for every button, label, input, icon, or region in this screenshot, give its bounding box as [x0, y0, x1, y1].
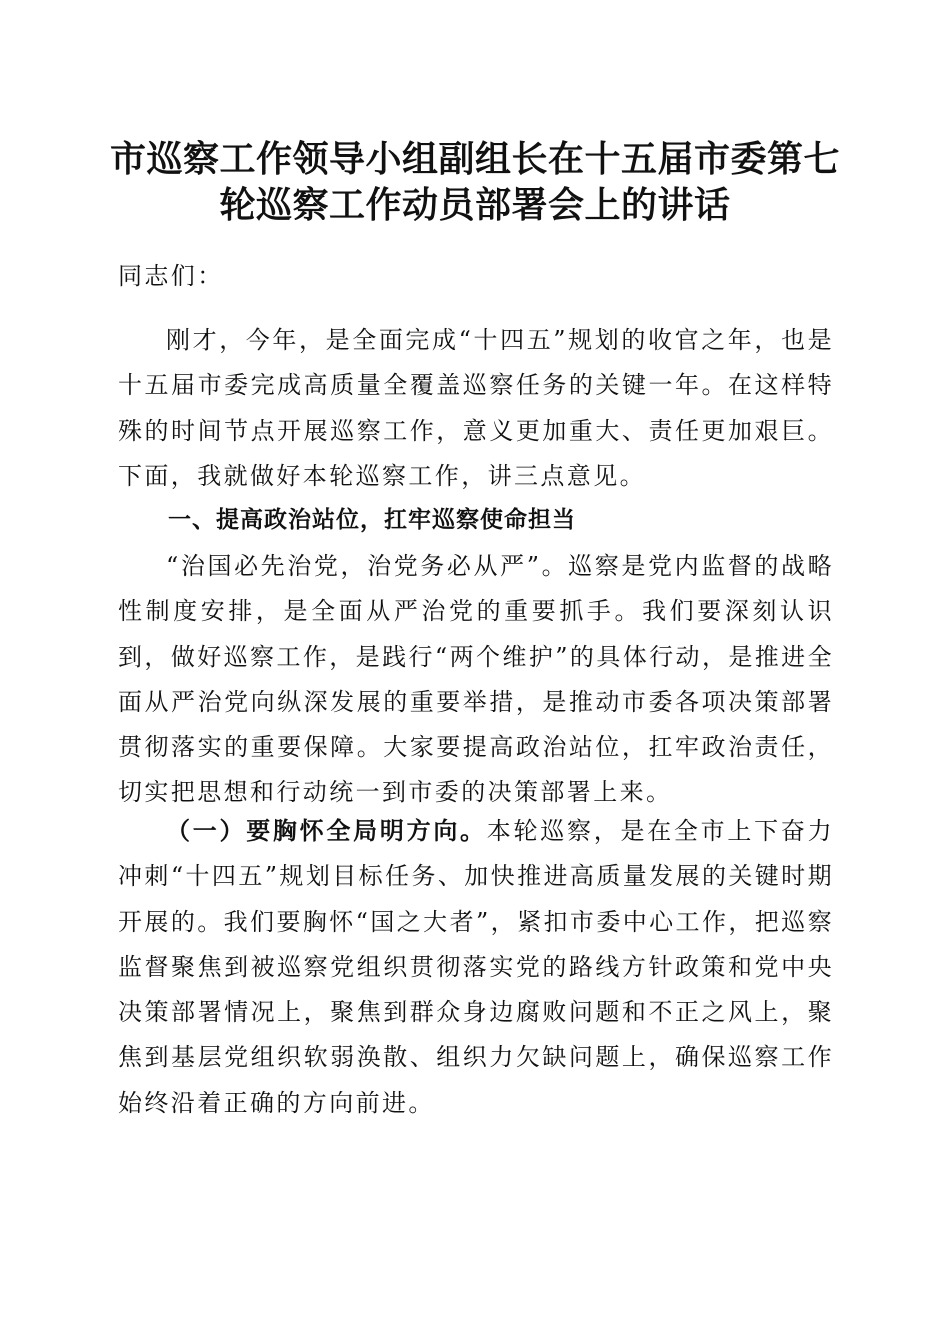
greeting: 同志们： [118, 262, 224, 290]
paragraph-section-1: “治国必先治党，治党务必从严”。巡察是党内监督的战略性制度安排，是全面从严治党的重要抓手。我们要深刻认识到，做好巡察工作，是践行“两个维护”的具体行动，是推进全面从严治党向纵深发展的重要举措，是推动市委各项决策部署贯彻落实的重要保障。大家要提高政治站位，扛牢政治责任，切实把思想和行动统一到市委的决策部署上来。 [118, 552, 834, 807]
subsection-1-lead: （一）要胸怀全局明方向。 [166, 816, 487, 845]
section-heading-1: 一、提高政治站位，扛牢巡察使命担当 [168, 507, 576, 533]
paragraph-subsection-1 [118, 808, 834, 1126]
subsection-1-body: 本轮巡察，是在全市上下奋力冲刺“十四五”规划目标任务、加快推进高质量发展的关键时期开展的。我们要胸怀“国之大者”，紧扣市委中心工作，把巡察监督聚焦到被巡察党组织贯彻落实党的路线方针政策和党中央决策部署情况上，聚焦到群众身边腐败问题和不正之风上，聚焦到基层党组织软弱涣散、组织力欠缺问题上，确保巡察工作始终沿着正确的方向前进。 [118, 817, 834, 1117]
document-title-line-1: 市巡察工作领导小组副组长在十五届市委第七 [109, 138, 840, 180]
document-title-line-2: 轮巡察工作动员部署会上的讲话 [219, 184, 731, 226]
paragraph-intro: 刚才，今年，是全面完成“十四五”规划的收官之年，也是十五届市委完成高质量全覆盖巡察任务的关键一年。在这样特殊的时间节点开展巡察工作，意义更加重大、责任更加艰巨。下面，我就做好本轮巡察工作，讲三点意见。 [118, 326, 834, 490]
